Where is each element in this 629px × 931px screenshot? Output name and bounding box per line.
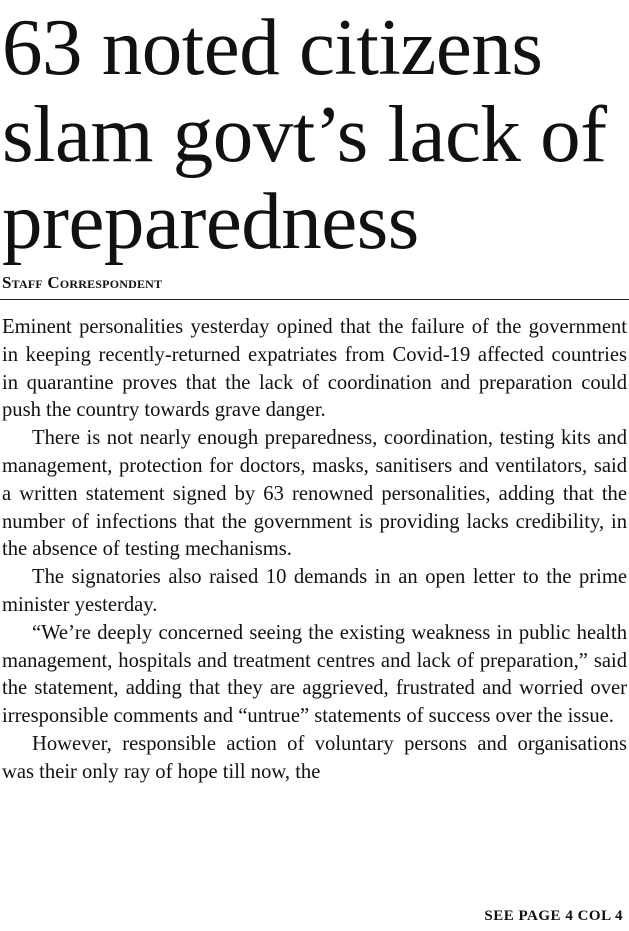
byline: Staff Correspondent — [2, 273, 163, 292]
article-body — [0, 300, 629, 787]
article-paragraph: The signatories also raised 10 demands in an open letter to the prime minister yesterday. — [2, 566, 627, 616]
article-paragraph: Eminent personalities yesterday opined that the failure of the government in keeping recently-returned expatriates from Covid-19 affected countries in quarantine proves that the lack of coordination and preparation could push the country towards grave danger. — [2, 316, 627, 422]
headline-line: 63 noted citizens — [2, 2, 543, 92]
article-paragraph: However, responsible action of voluntary persons and organisations was their only ray of hope till now, the — [2, 732, 627, 783]
article-paragraph: There is not nearly enough preparedness, coordination, testing kits and management, protection for doctors, masks, sanitisers and ventilators, said a written statement signed by 63 renowned personalities, adding that the number of infections that the government is providing lacks credibility, in the absence of testing mechanisms. — [2, 427, 627, 561]
headline-line: slam govt’s lack of — [2, 89, 607, 179]
article-paragraph: “We’re deeply concerned seeing the existing weakness in public health management, hospitals and treatment centres and lack of preparation,” said the statement, adding that they are aggrieved, frustrated and worried over irresponsible comments and “untrue” statements of success over the issue. — [2, 621, 627, 728]
headline — [0, 0, 629, 265]
continuation-note: SEE PAGE 4 COL 4 — [484, 908, 623, 924]
headline-line: preparedness — [2, 176, 419, 266]
